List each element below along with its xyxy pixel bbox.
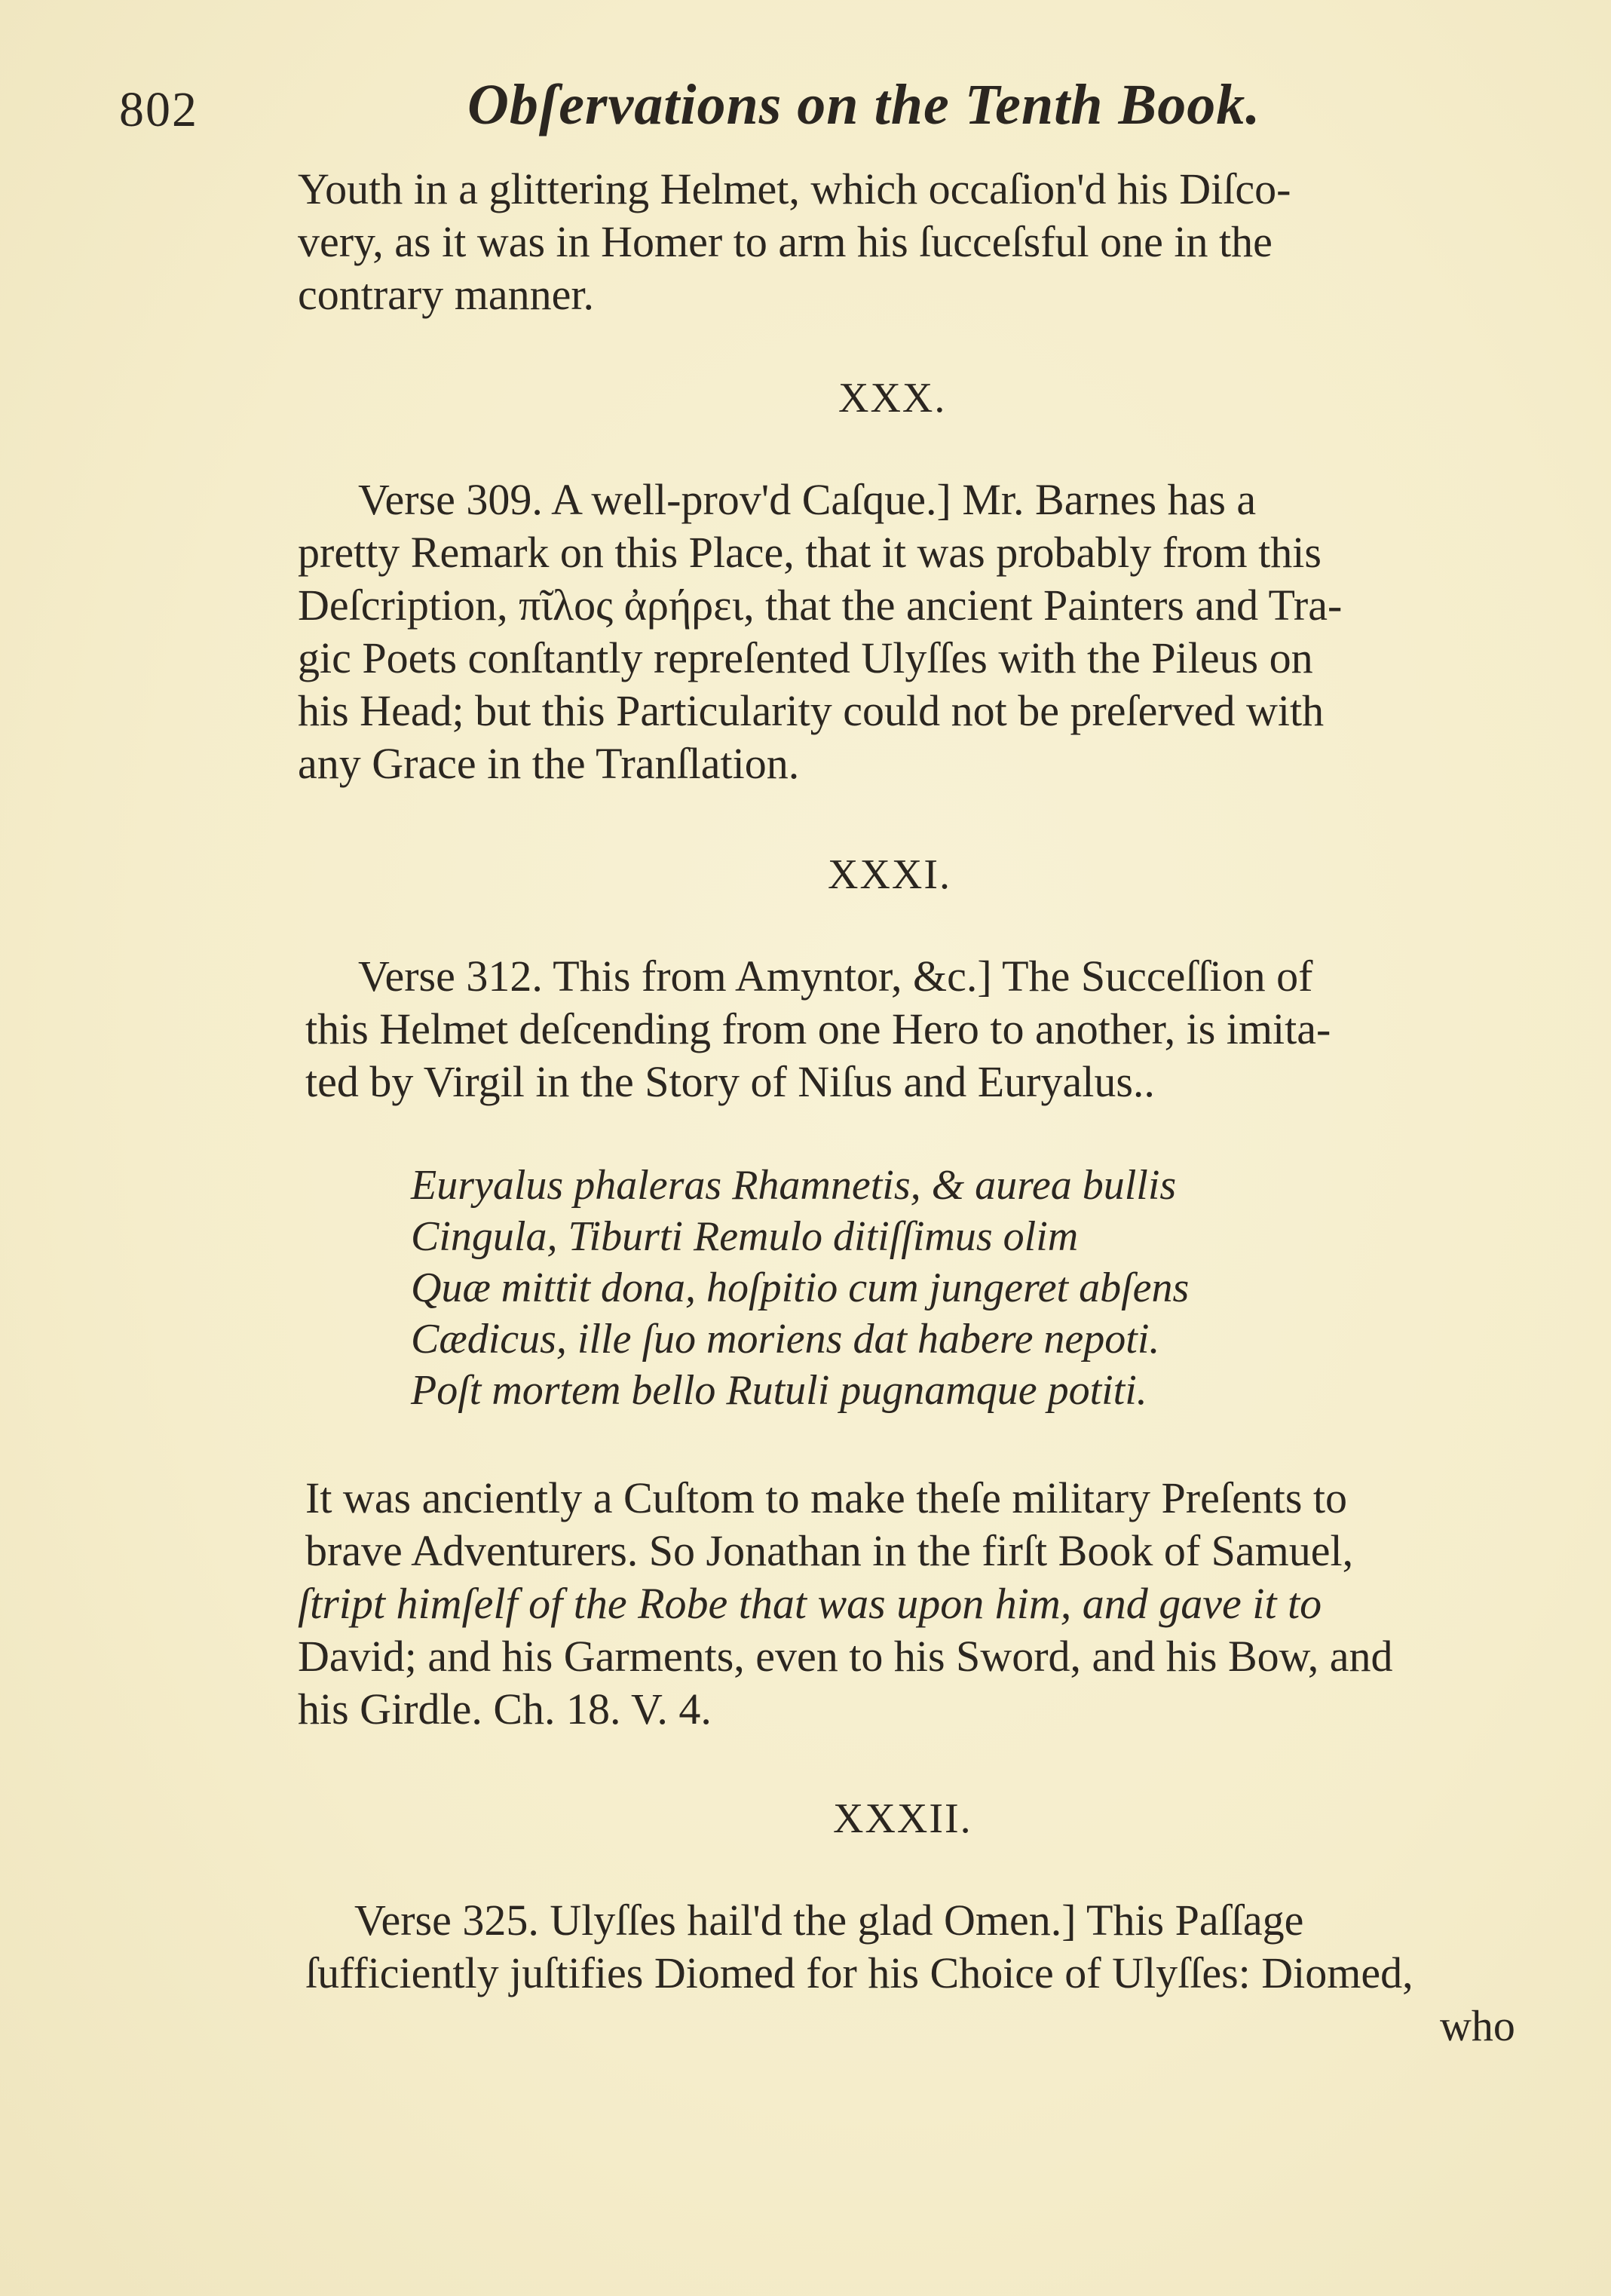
text-line: this Helmet deſcending from one Hero to another, is imita- — [305, 1004, 1331, 1053]
verse-line: Euryalus phaleras Rhamnetis, & aurea bullis — [411, 1162, 1177, 1209]
catchword: who — [1440, 2001, 1515, 2050]
text-line: his Head; but this Particularity could not be preſerved with — [298, 686, 1325, 735]
text-line: Deſcription, πῖλος ἀρήρει, that the ancient Painters and Tra- — [298, 581, 1343, 630]
section-heading: XXXII. — [833, 1795, 972, 1842]
section-heading: XXXI. — [828, 851, 951, 898]
text-line: ted by Virgil in the Story of Niſus and Euryalus.. — [305, 1057, 1155, 1106]
verse-line: Poſt mortem bello Rutuli pugnamque potiti. — [411, 1367, 1147, 1414]
text-line: Verse 312. This from Amyntor, &c.] The Succeſſion of — [358, 952, 1313, 1001]
text-line: Youth in a glittering Helmet, which occaſion'd his Diſco- — [298, 164, 1291, 213]
text-line: any Grace in the Tranſlation. — [298, 739, 800, 788]
text-line: contrary manner. — [298, 270, 594, 319]
text-line: Verse 309. A well-prov'd Caſque.] Mr. Barnes has a — [358, 475, 1257, 524]
page-number: 802 — [119, 82, 198, 137]
section-heading: XXX. — [838, 375, 947, 421]
verse-line: Quæ mittit dona, hoſpitio cum jungeret abſens — [411, 1264, 1190, 1311]
text-line: gic Poets conſtantly repreſented Ulyſſes with the Pileus on — [298, 633, 1313, 682]
verse-line: Cædicus, ille ſuo moriens dat habere nepoti. — [411, 1316, 1160, 1363]
text-line: brave Adventurers. So Jonathan in the firſt Book of Samuel, — [305, 1526, 1354, 1575]
text-line: Verse 325. Ulyſſes hail'd the glad Omen.] This Paſſage — [354, 1896, 1304, 1945]
text-line: David; and his Garments, even to his Sword, and his Bow, and — [298, 1632, 1393, 1681]
text-line: his Girdle. Ch. 18. V. 4. — [298, 1684, 712, 1733]
text-line: It was anciently a Cuſtom to make theſe military Preſents to — [305, 1473, 1348, 1522]
text-line: ſtript himſelf of the Robe that was upon him, and gave it to — [298, 1579, 1322, 1628]
running-title: Obſervations on the Tenth Book. — [467, 73, 1261, 136]
text-line: ſufficiently juſtifies Diomed for his Choice of Ulyſſes: Diomed, — [305, 1948, 1413, 1997]
text-line: very, as it was in Homer to arm his ſucceſsful one in the — [298, 217, 1273, 266]
text-line: pretty Remark on this Place, that it was probably from this — [298, 528, 1322, 577]
verse-line: Cingula, Tiburti Remulo ditiſſimus olim — [411, 1213, 1079, 1260]
